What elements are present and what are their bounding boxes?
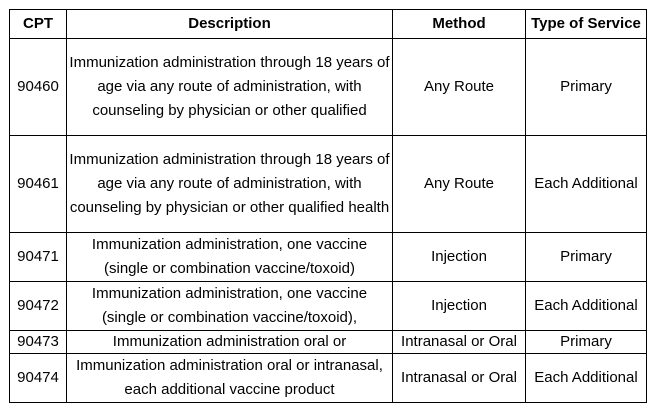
cell-cpt: 90473 <box>10 331 67 354</box>
table-row <box>10 233 647 282</box>
cell-method: Injection <box>393 233 526 282</box>
cell-type-of-service: Each Additional <box>526 136 647 233</box>
table-row <box>10 354 647 403</box>
cell-cpt: 90471 <box>10 233 67 282</box>
header-method: Method <box>393 10 526 39</box>
header-type-of-service: Type of Service <box>526 10 647 39</box>
cell-type-of-service: Primary <box>526 331 647 354</box>
cell-method: Any Route <box>393 136 526 233</box>
cell-type-of-service: Each Additional <box>526 354 647 403</box>
cell-cpt: 90474 <box>10 354 67 403</box>
cell-method: Intranasal or Oral <box>393 354 526 403</box>
table-header-row <box>10 10 647 39</box>
table-row <box>10 282 647 331</box>
cell-method: Intranasal or Oral <box>393 331 526 354</box>
cell-method: Any Route <box>393 39 526 136</box>
table-row <box>10 39 647 136</box>
cell-description: Immunization administration, one vaccine (single or combination vaccine/toxoid), <box>67 282 393 331</box>
cell-description: Immunization administration through 18 years of age via any route of administration, with counseling by physician or other qualified <box>67 39 393 136</box>
table-row <box>10 331 647 354</box>
cell-description: Immunization administration oral or <box>67 331 393 354</box>
cell-method: Injection <box>393 282 526 331</box>
header-cpt: CPT <box>10 10 67 39</box>
cell-description: Immunization administration through 18 years of age via any route of administration, with counseling by physician or other qualified health <box>67 136 393 233</box>
cell-type-of-service: Primary <box>526 233 647 282</box>
cell-cpt: 90460 <box>10 39 67 136</box>
cpt-codes-table <box>9 9 647 403</box>
cell-description: Immunization administration, one vaccine (single or combination vaccine/toxoid) <box>67 233 393 282</box>
cell-cpt: 90461 <box>10 136 67 233</box>
cell-type-of-service: Each Additional <box>526 282 647 331</box>
table-row <box>10 136 647 233</box>
cell-cpt: 90472 <box>10 282 67 331</box>
cell-type-of-service: Primary <box>526 39 647 136</box>
header-description: Description <box>67 10 393 39</box>
cell-description: Immunization administration oral or intranasal, each additional vaccine product <box>67 354 393 403</box>
